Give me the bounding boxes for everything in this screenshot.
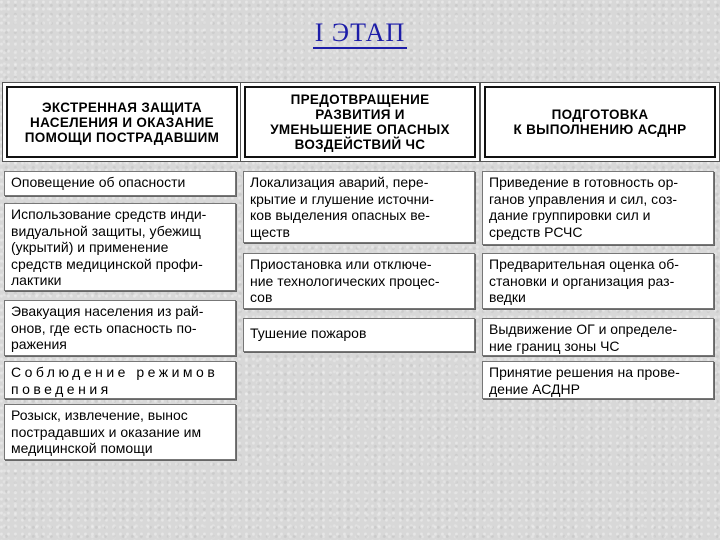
- list-item-process-shutdown: Приостановка или отключе- ние технологических процес- сов: [243, 253, 475, 309]
- list-item-assessment: Предварительная оценка об- становки и организация раз- ведки: [482, 253, 714, 309]
- list-item-deployment: Выдвижение ОГ и определе- ние границ зоны ЧС: [482, 318, 714, 356]
- list-item-behavior-modes: Соблюдение режимов поведения: [4, 361, 236, 399]
- list-item-localization: Локализация аварий, пере- крытие и глушение источни- ков выделения опасных ве- ществ: [243, 171, 475, 243]
- list-item-evacuation: Эвакуация населения из рай- онов, где есть опасность по- ражения: [4, 300, 236, 356]
- page-title: I ЭТАП: [314, 18, 406, 47]
- list-item-protective-equipment: Использование средств инди- видуальной защиты, убежищ (укрытий) и применение средств медицинской профи- лактики: [4, 203, 236, 291]
- list-item-firefighting: Тушение пожаров: [243, 318, 475, 352]
- list-item-decision: Принятие решения на прове- дение АСДНР: [482, 361, 714, 399]
- column-header-preparation: ПОДГОТОВКА К ВЫПОЛНЕНИЮ АСДНР: [484, 86, 716, 158]
- column-header-prevention: ПРЕДОТВРАЩЕНИЕ РАЗВИТИЯ И УМЕНЬШЕНИЕ ОПАСНЫХ ВОЗДЕЙСТВИЙ ЧС: [244, 86, 476, 158]
- column-header-emergency-protection: ЭКСТРЕННАЯ ЗАЩИТА НАСЕЛЕНИЯ И ОКАЗАНИЕ ПОМОЩИ ПОСТРАДАВШИМ: [6, 86, 238, 158]
- list-item-warning: Оповещение об опасности: [4, 171, 236, 196]
- list-item-readiness: Приведение в готовность ор- ганов управления и сил, соз- дание группировки сил и средств РСЧС: [482, 171, 714, 245]
- list-item-search-rescue: Розыск, извлечение, вынос пострадавших и оказание им медицинской помощи: [4, 404, 236, 460]
